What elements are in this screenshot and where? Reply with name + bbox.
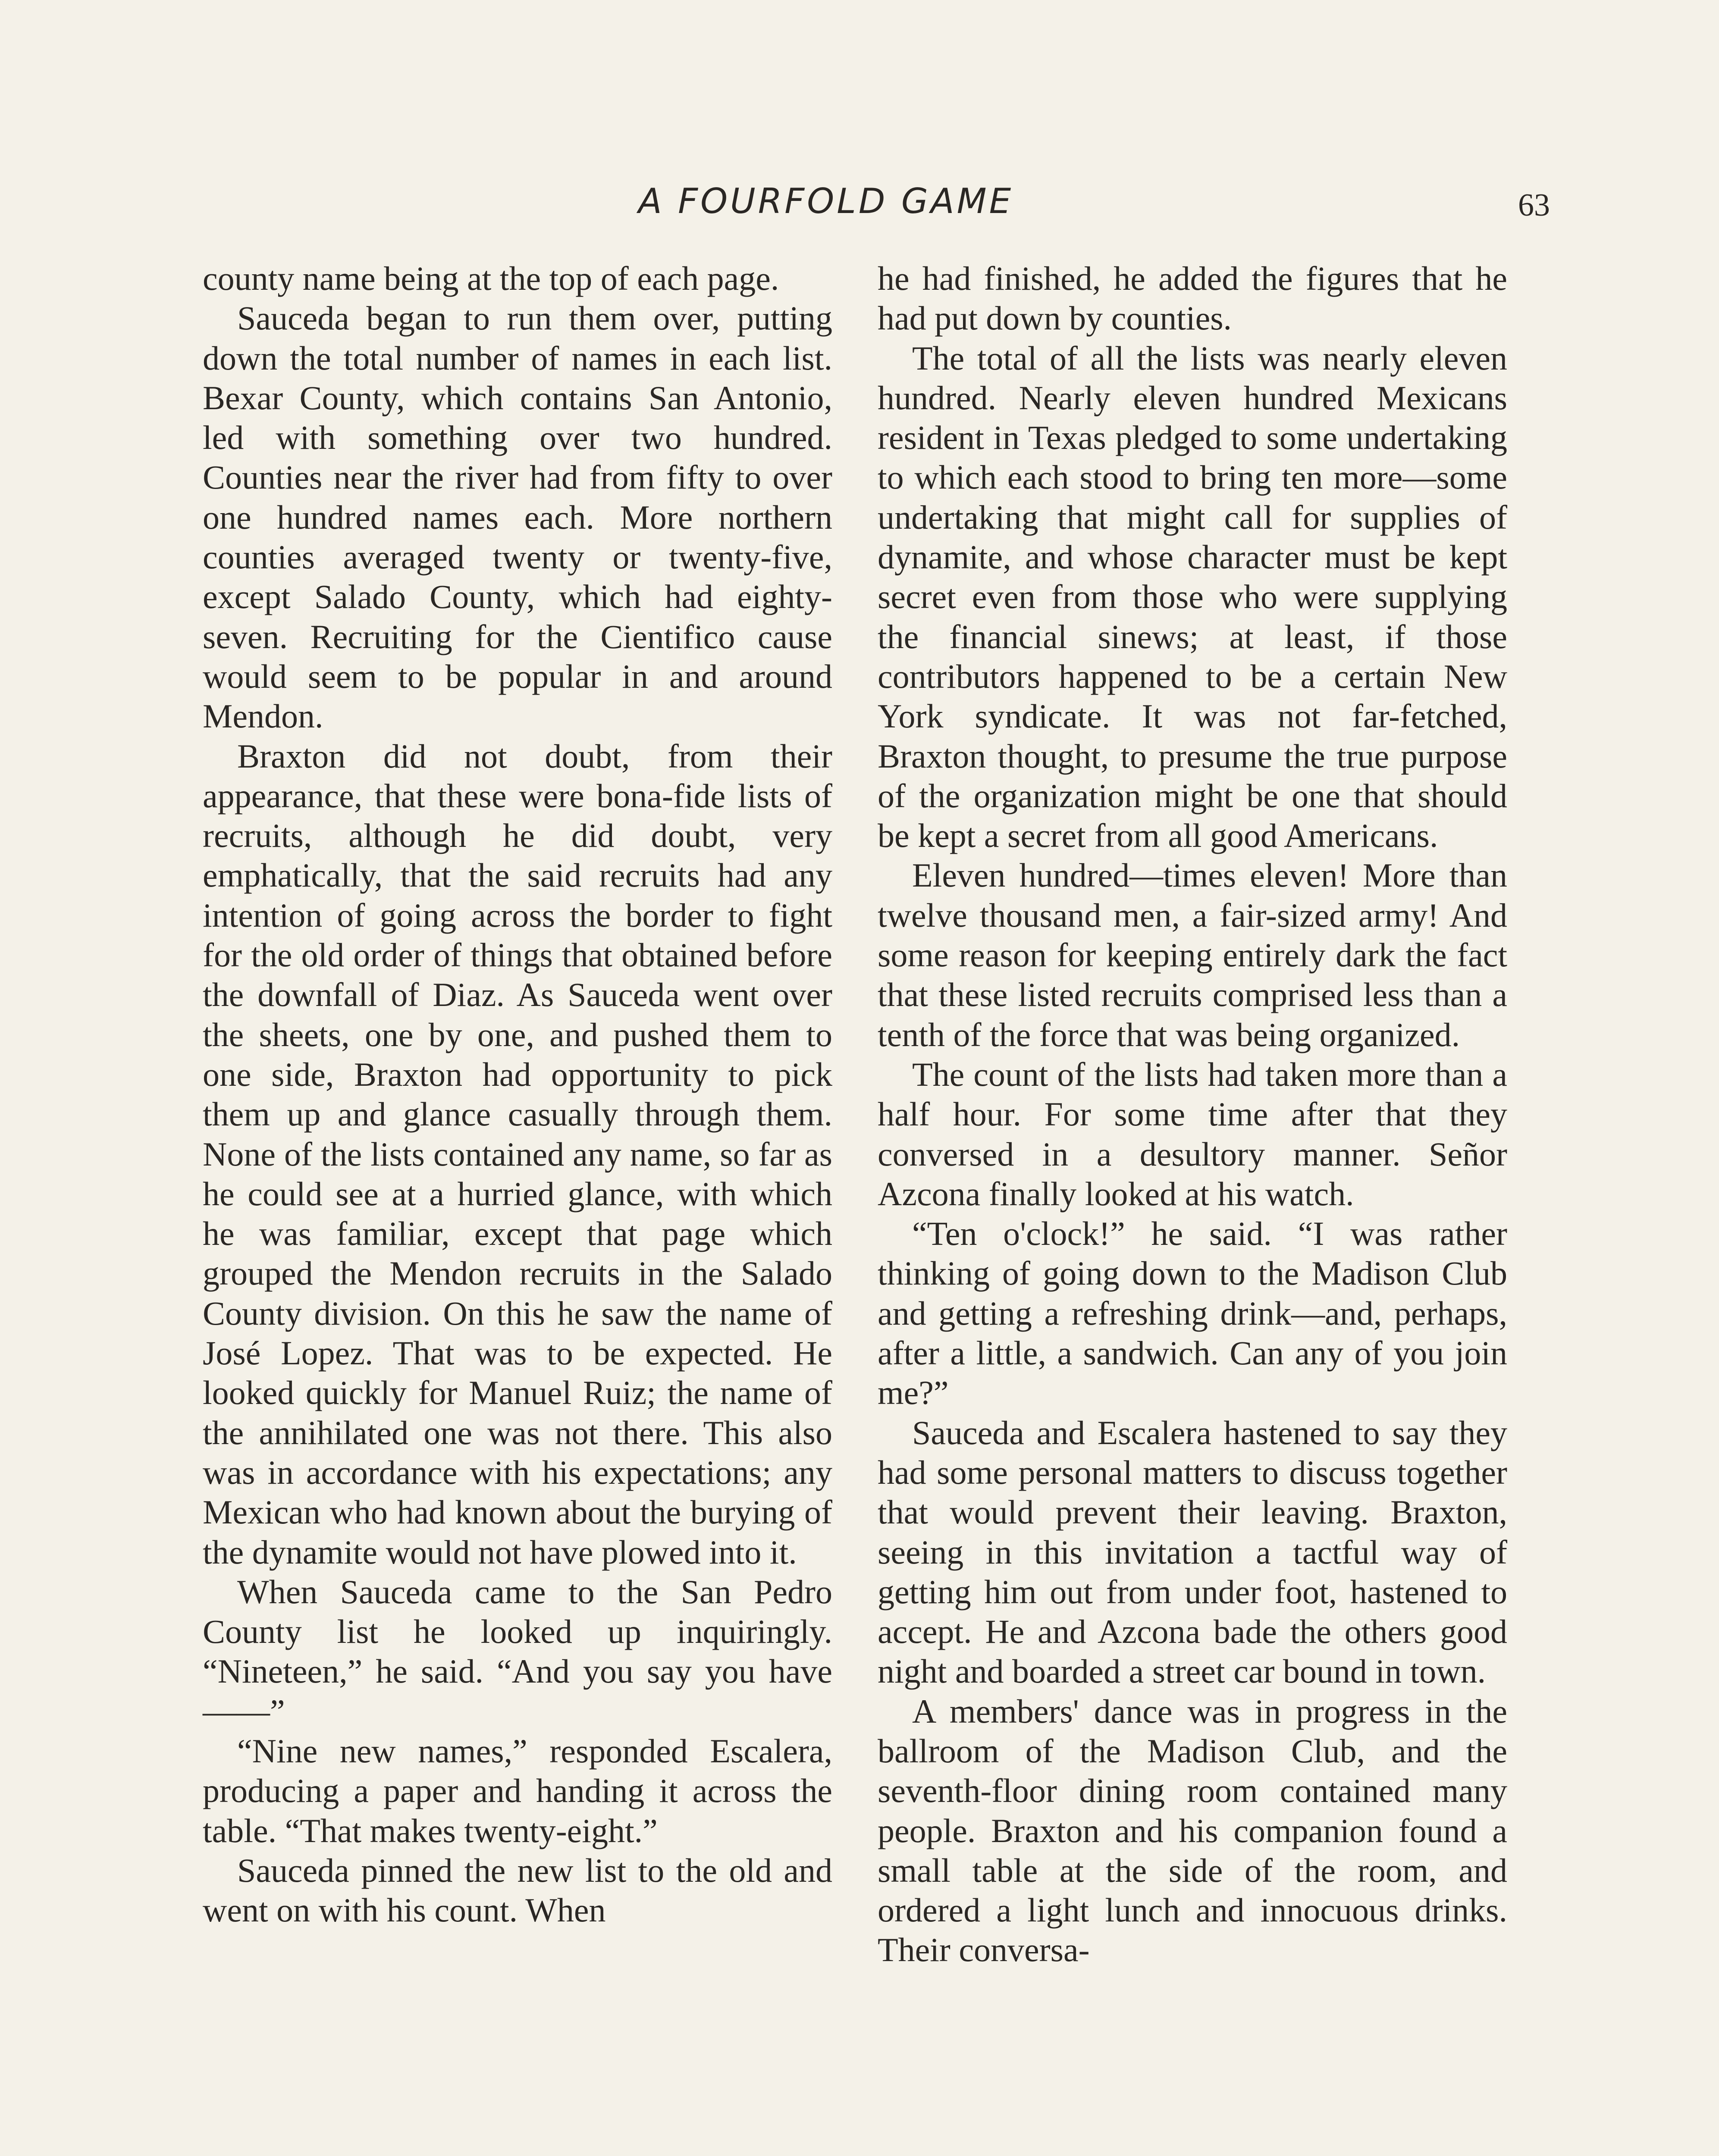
paragraph: “Nine new names,” responded Escalera, producing a paper and handing it across the table. “That makes twenty-eight.” [203, 1732, 832, 1849]
paragraph: The total of all the lists was nearly eleven hundred. Nearly eleven hundred Mexicans resident in Texas pledged to some undertaking to which each stood to bring ten more—some undertaking that might call for supplies of dynamite, and whose character must be kept secret even from those who were supplying the financial sinews; at least, if those contributors happened to be a certain New York syndicate. It was not far-fetched, Braxton thought, to presume the true purpose of the organization might be one that should be kept a secret from all good Americans. [878, 339, 1507, 855]
paragraph: he had finished, he added the figures that he had put down by counties. [878, 260, 1507, 337]
paragraph: “Ten o'clock!” he said. “I was rather thinking of going down to the Madison Club and getting a refreshing drink—and, perhaps, after a little, a sandwich. Can any of you join me?” [878, 1215, 1507, 1412]
paragraph: Eleven hundred—times eleven! More than twelve thousand men, a fair-sized army! And some reason for keeping entirely dark the fact that these listed recruits comprised less than a tenth of the force that was being organized. [878, 856, 1507, 1053]
paragraph: When Sauceda came to the San Pedro County list he looked up inquiringly. “Nineteen,” he said. “And you say you have——” [203, 1573, 832, 1730]
paragraph: county name being at the top of each page. [203, 260, 779, 297]
paragraph: Sauceda and Escalera hastened to say they had some personal matters to discuss together that would prevent their leaving. Braxton, seeing in this invitation a tactful way of getting him out from under foot, hastened to accept. He and Azcona bade the others good night and boarded a street car bound in town. [878, 1413, 1507, 1690]
page-title: A FOURFOLD GAME [638, 181, 1014, 221]
paragraph: A members' dance was in progress in the ballroom of the Madison Club, and the seventh-floor dining room contained many people. Braxton and his companion found a small table at the side of the room, and ordered a light lunch and innocuous drinks. Their conversa- [878, 1692, 1507, 1969]
right-column [878, 259, 1507, 1970]
page-number: 63 [1518, 188, 1550, 223]
running-header [0, 181, 1719, 229]
paragraph: Sauceda pinned the new list to the old and went on with his count. When [203, 1851, 832, 1929]
paragraph: The count of the lists had taken more than a half hour. For some time after that they conversed in a desultory manner. Señor Azcona finally looked at his watch. [878, 1055, 1507, 1213]
paragraph: Sauceda began to run them over, putting down the total number of names in each list. Bexar County, which contains San Antonio, led with something over two hundred. Counties near the river had from fifty to over one hundred names each. More northern counties averaged twenty or twenty-five, except Salado County, which had eighty-seven. Recruiting for the Cientifico cause would seem to be popular in and around Mendon. [203, 299, 832, 735]
left-column [203, 259, 832, 1930]
paragraph: Braxton did not doubt, from their appearance, that these were bona-fide lists of recruits, although he did doubt, very emphatically, that the said recruits had any intention of going across the border to fight for the old order of things that obtained before the downfall of Diaz. As Sauceda went over the sheets, one by one, and pushed them to one side, Braxton had opportunity to pick them up and glance casually through them. None of the lists contained any name, so far as he could see at a hurried glance, with which he was familiar, except that page which grouped the Mendon recruits in the Salado County division. On this he saw the name of José Lopez. That was to be expected. He looked quickly for Manuel Ruiz; the name of the annihilated one was not there. This also was in accordance with his expectations; any Mexican who had known about the burying of the dynamite would not have plowed into it. [203, 737, 832, 1571]
